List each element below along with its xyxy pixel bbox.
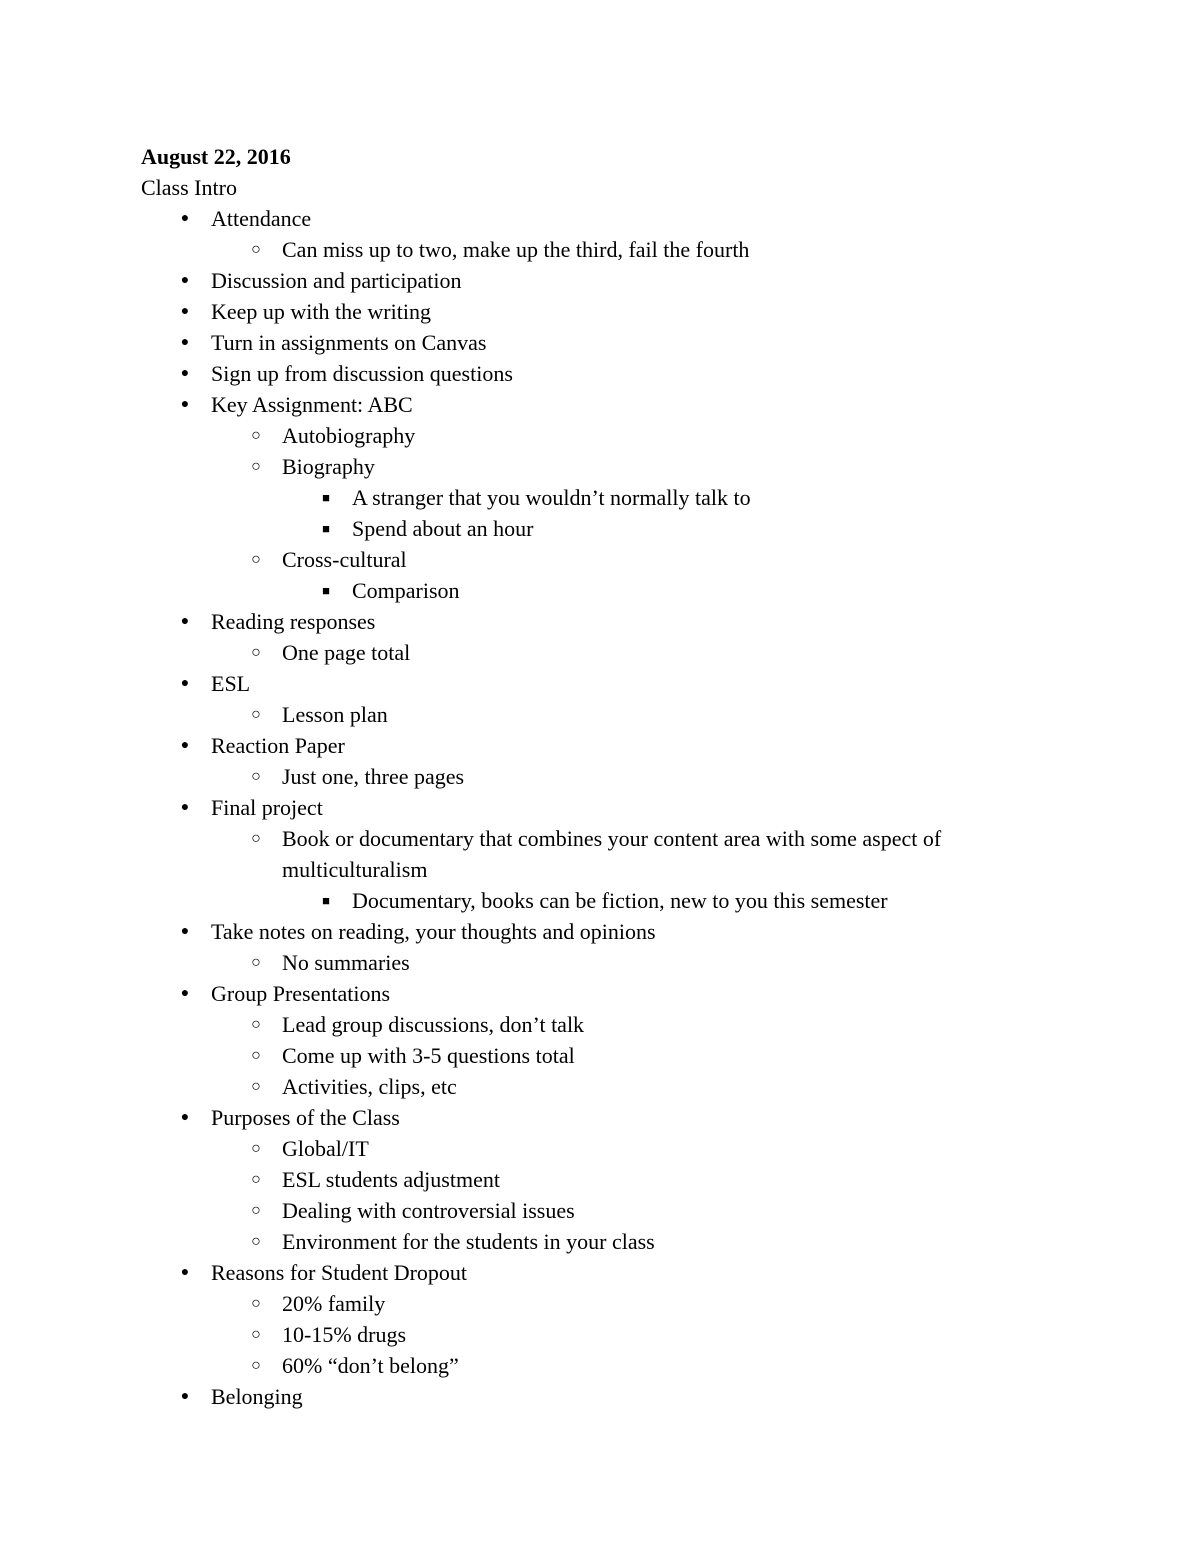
hollow-circle-bullet-icon: ○	[251, 1078, 261, 1095]
list-item	[141, 606, 1041, 637]
list-item-text: Spend about an hour	[352, 516, 534, 541]
list-item	[141, 730, 1041, 761]
document-subtitle: Class Intro	[141, 175, 237, 200]
square-bullet-icon: ■	[322, 490, 330, 505]
list-item-text: 60% “don’t belong”	[282, 1353, 459, 1378]
list-item-text: Final project	[211, 795, 323, 820]
filled-circle-bullet-icon: ●	[180, 800, 190, 815]
list-item	[141, 1319, 1041, 1350]
list-item-text: ESL	[211, 671, 251, 696]
hollow-circle-bullet-icon: ○	[251, 768, 261, 785]
list-item	[141, 327, 1041, 358]
list-item	[141, 1164, 1041, 1195]
list-item-text: Discussion and participation	[211, 268, 462, 293]
list-item-text: Lesson plan	[282, 702, 388, 727]
hollow-circle-bullet-icon: ○	[251, 830, 261, 847]
list-item	[141, 1102, 1041, 1133]
hollow-circle-bullet-icon: ○	[251, 1357, 261, 1374]
list-item	[141, 1350, 1041, 1381]
filled-circle-bullet-icon: ●	[180, 1265, 190, 1280]
list-item-text: Purposes of the Class	[211, 1105, 400, 1130]
filled-circle-bullet-icon: ●	[180, 924, 190, 939]
list-item-text: Keep up with the writing	[211, 299, 431, 324]
list-item	[141, 1009, 1041, 1040]
list-item-text: Dealing with controversial issues	[282, 1198, 575, 1223]
notes-outline	[141, 203, 1041, 1412]
hollow-circle-bullet-icon: ○	[251, 241, 261, 258]
square-bullet-icon: ■	[322, 583, 330, 598]
list-item-text: Take notes on reading, your thoughts and opinions	[211, 919, 656, 944]
hollow-circle-bullet-icon: ○	[251, 1171, 261, 1188]
list-item	[141, 234, 1041, 265]
list-item	[141, 575, 1041, 606]
list-item-text: Lead group discussions, don’t talk	[282, 1012, 585, 1037]
list-item-text: Cross-cultural	[282, 547, 407, 572]
filled-circle-bullet-icon: ●	[180, 211, 190, 226]
list-item-text: Activities, clips, etc	[282, 1074, 457, 1099]
hollow-circle-bullet-icon: ○	[251, 1233, 261, 1250]
list-item-text: Reasons for Student Dropout	[211, 1260, 468, 1285]
list-item-text: Can miss up to two, make up the third, fail the fourth	[282, 237, 750, 262]
list-item-text: Come up with 3-5 questions total	[282, 1043, 575, 1068]
list-item	[141, 1226, 1041, 1257]
list-item	[141, 947, 1041, 978]
list-item-text: Turn in assignments on Canvas	[211, 330, 487, 355]
filled-circle-bullet-icon: ●	[180, 366, 190, 381]
hollow-circle-bullet-icon: ○	[251, 427, 261, 444]
filled-circle-bullet-icon: ●	[180, 1110, 190, 1125]
filled-circle-bullet-icon: ●	[180, 397, 190, 412]
list-item-text: ESL students adjustment	[282, 1167, 500, 1192]
hollow-circle-bullet-icon: ○	[251, 551, 261, 568]
list-item-text: Attendance	[211, 206, 312, 231]
list-item	[141, 513, 1041, 544]
hollow-circle-bullet-icon: ○	[251, 1295, 261, 1312]
list-item	[141, 265, 1041, 296]
hollow-circle-bullet-icon: ○	[251, 1202, 261, 1219]
list-item	[141, 1040, 1041, 1071]
hollow-circle-bullet-icon: ○	[251, 1047, 261, 1064]
filled-circle-bullet-icon: ●	[180, 614, 190, 629]
list-item-text: Group Presentations	[211, 981, 391, 1006]
list-item-text: Documentary, books can be fiction, new to you this semester	[352, 888, 888, 913]
list-item	[141, 792, 1041, 823]
hollow-circle-bullet-icon: ○	[251, 644, 261, 661]
list-item-text: Reading responses	[211, 609, 376, 634]
list-item-text: Key Assignment: ABC	[211, 392, 413, 417]
list-item	[141, 1195, 1041, 1226]
filled-circle-bullet-icon: ●	[180, 273, 190, 288]
hollow-circle-bullet-icon: ○	[251, 706, 261, 723]
list-item	[141, 1381, 1041, 1412]
filled-circle-bullet-icon: ●	[180, 986, 190, 1001]
list-item	[141, 916, 1041, 947]
list-item-text: Environment for the students in your class	[282, 1229, 655, 1254]
square-bullet-icon: ■	[322, 893, 330, 908]
hollow-circle-bullet-icon: ○	[251, 1140, 261, 1157]
list-item-text: Biography	[282, 454, 375, 479]
document-page	[141, 141, 1041, 1412]
list-item	[141, 420, 1041, 451]
list-item-text: Sign up from discussion questions	[211, 361, 513, 386]
list-item	[141, 1257, 1041, 1288]
list-item	[141, 885, 1041, 916]
hollow-circle-bullet-icon: ○	[251, 1016, 261, 1033]
list-item	[141, 203, 1041, 234]
list-item	[141, 482, 1041, 513]
list-item	[141, 1071, 1041, 1102]
list-item	[141, 699, 1041, 730]
list-item	[141, 451, 1041, 482]
list-item-text: No summaries	[282, 950, 410, 975]
list-item	[141, 823, 1041, 885]
list-item-text: Just one, three pages	[282, 764, 465, 789]
list-item-text: 20% family	[282, 1291, 386, 1316]
list-item-text: One page total	[282, 640, 411, 665]
list-item-text: A stranger that you wouldn’t normally talk to	[352, 485, 751, 510]
list-item-text: Belonging	[211, 1384, 303, 1409]
list-item	[141, 358, 1041, 389]
filled-circle-bullet-icon: ●	[180, 676, 190, 691]
list-item	[141, 637, 1041, 668]
list-item	[141, 1133, 1041, 1164]
hollow-circle-bullet-icon: ○	[251, 954, 261, 971]
list-item	[141, 296, 1041, 327]
list-item-text: Comparison	[352, 578, 460, 603]
list-item	[141, 761, 1041, 792]
square-bullet-icon: ■	[322, 521, 330, 536]
list-item	[141, 668, 1041, 699]
hollow-circle-bullet-icon: ○	[251, 458, 261, 475]
list-item	[141, 1288, 1041, 1319]
list-item	[141, 544, 1041, 575]
list-item	[141, 389, 1041, 420]
list-item-text: Reaction Paper	[211, 733, 345, 758]
filled-circle-bullet-icon: ●	[180, 738, 190, 753]
list-item-text: Book or documentary that combines your content area with some aspect of multiculturalism	[282, 826, 942, 882]
filled-circle-bullet-icon: ●	[180, 335, 190, 350]
filled-circle-bullet-icon: ●	[180, 304, 190, 319]
list-item-text: Global/IT	[282, 1136, 369, 1161]
document-date-heading: August 22, 2016	[141, 144, 291, 169]
list-item	[141, 978, 1041, 1009]
hollow-circle-bullet-icon: ○	[251, 1326, 261, 1343]
list-item-text: 10-15% drugs	[282, 1322, 407, 1347]
list-item-text: Autobiography	[282, 423, 416, 448]
filled-circle-bullet-icon: ●	[180, 1389, 190, 1404]
